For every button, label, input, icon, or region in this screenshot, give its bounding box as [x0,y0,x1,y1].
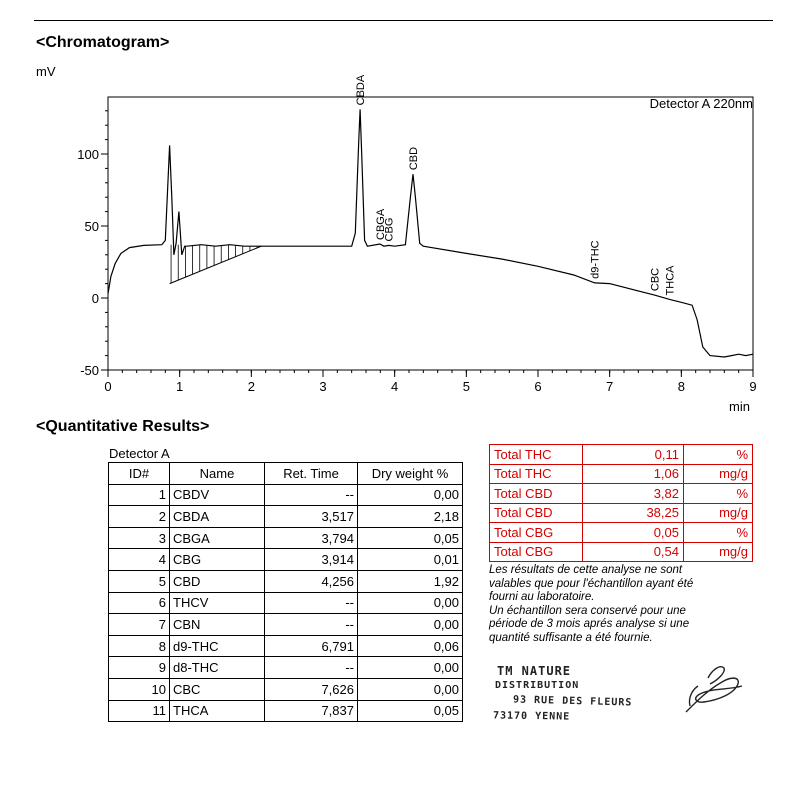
row-name: CBD [170,570,265,592]
row-dry-weight: 0,05 [358,527,463,549]
row-ret-time: -- [265,657,358,679]
row-ret-time: 7,626 [265,678,358,700]
row-name: CBGA [170,527,265,549]
signature-stroke [686,667,742,712]
row-id: 3 [109,527,170,549]
results-header-row [109,463,463,485]
total-value: 38,25 [583,503,684,523]
y-axis-label: mV [36,64,56,79]
chromatogram-trace [108,109,753,357]
peak-label: THCA [664,265,677,296]
total-value: 3,82 [583,484,684,504]
row-id: 8 [109,635,170,657]
results-table [108,462,463,722]
note-line: fourni au laboratoire. [489,591,595,603]
row-dry-weight: 2,18 [358,506,463,528]
row-dry-weight: 0,00 [358,592,463,614]
signature [678,660,748,720]
peak-label: CBG [383,217,396,242]
row-name: CBDV [170,484,265,506]
total-value: 0,11 [583,445,684,465]
results-body [109,484,463,722]
row-dry-weight: 0,05 [358,700,463,722]
row-name: CBN [170,614,265,636]
table-row [109,700,463,722]
total-unit: mg/g [684,464,753,484]
table-row [109,657,463,679]
stamp-line-1: TM NATURE [497,664,572,678]
table-row [109,635,463,657]
x-tick-label: 1 [176,379,184,394]
y-tick-label: -50 [80,363,99,378]
x-tick-label: 5 [462,379,470,394]
chart-axes [77,97,756,394]
note-line: Les résultats de cette analyse ne sont [489,564,683,576]
x-tick-label: 3 [319,379,327,394]
peak-label: CBC [649,267,662,292]
plot-frame [108,97,753,370]
x-tick-label: 2 [247,379,255,394]
row-ret-time: -- [265,484,358,506]
row-name: THCV [170,592,265,614]
header-id: ID# [109,463,170,485]
total-value: 1,06 [583,464,684,484]
row-dry-weight: 1,92 [358,570,463,592]
peak-label: CBDA [355,74,368,106]
total-unit: % [684,484,753,504]
chromatogram-heading: <Chromatogram> [36,34,170,51]
total-unit: % [684,523,753,543]
peak-label: CBD [408,146,421,171]
table-row [109,484,463,506]
row-dry-weight: 0,00 [358,678,463,700]
total-label: Total CBG [490,542,583,562]
row-ret-time: -- [265,592,358,614]
table-row [109,592,463,614]
total-label: Total CBD [490,503,583,523]
totals-table [489,444,753,562]
note-line: Un échantillon sera conservé pour une [489,604,686,617]
total-label: Total THC [490,464,583,484]
row-name: CBC [170,678,265,700]
x-tick-label: 7 [606,379,614,394]
total-value: 0,05 [583,523,684,543]
row-dry-weight: 0,00 [358,657,463,679]
total-label: Total CBD [490,484,583,504]
row-ret-time: 3,794 [265,527,358,549]
row-ret-time: 6,791 [265,635,358,657]
row-id: 4 [109,549,170,571]
row-ret-time: 3,914 [265,549,358,571]
x-axis-label: min [729,399,750,414]
row-id: 1 [109,484,170,506]
totals-body [490,445,753,562]
row-ret-time: 7,837 [265,700,358,722]
row-dry-weight: 0,00 [358,614,463,636]
total-unit: % [684,445,753,465]
row-id: 6 [109,592,170,614]
note-line: quantité suffisante a été fournie. [489,631,653,644]
note-line: période de 3 mois aprés analyse si une [489,618,690,630]
row-ret-time: -- [265,614,358,636]
row-name: d8-THC [170,657,265,679]
row-ret-time: 4,256 [265,570,358,592]
y-tick-label: 50 [84,219,99,234]
row-id: 7 [109,614,170,636]
totals-row [490,484,753,504]
total-label: Total CBG [490,523,583,543]
row-id: 11 [109,700,170,722]
row-dry-weight: 0,01 [358,549,463,571]
totals-row [490,445,753,465]
row-dry-weight: 0,00 [358,484,463,506]
row-name: THCA [170,700,265,722]
row-name: CBDA [170,506,265,528]
header-dry-weight: Dry weight % [358,463,463,485]
stamp-line-4: 73170 YENNE [492,710,571,723]
table-row [109,549,463,571]
row-name: d9-THC [170,635,265,657]
peak-label: d9-THC [589,240,602,279]
quantitative-heading: <Quantitative Results> [36,418,210,435]
row-ret-time: 3,517 [265,506,358,528]
table-row [109,506,463,528]
y-tick-label: 0 [91,291,99,306]
row-id: 10 [109,678,170,700]
header-name: Name [170,463,265,485]
y-tick-label: 100 [77,147,99,162]
total-label: Total THC [490,445,583,465]
totals-row [490,503,753,523]
table-row [109,678,463,700]
totals-row [490,542,753,562]
table-row [109,570,463,592]
row-id: 9 [109,657,170,679]
table-row [109,614,463,636]
detector-caption: Detector A [109,446,170,461]
total-unit: mg/g [684,542,753,562]
peak-label: CBGA [374,208,387,240]
table-row [109,527,463,549]
x-tick-label: 4 [391,379,399,394]
stamp-line-2: DISTRIBUTION [495,680,580,691]
row-dry-weight: 0,06 [358,635,463,657]
x-tick-label: 6 [534,379,542,394]
totals-row [490,523,753,543]
note-line: valables que pour l'échantillon ayant été [489,577,694,590]
x-tick-label: 9 [749,379,757,394]
x-tick-label: 0 [104,379,112,394]
row-id: 2 [109,506,170,528]
totals-row [490,464,753,484]
detector-label: Detector A 220nm [649,96,753,111]
x-tick-label: 8 [677,379,685,394]
row-name: CBG [170,549,265,571]
disclaimer-note [489,564,739,645]
stamp-line-3: 93 RUE DES FLEURS [512,694,633,709]
total-value: 0,54 [583,542,684,562]
header-ret-time: Ret. Time [265,463,358,485]
row-id: 5 [109,570,170,592]
total-unit: mg/g [684,503,753,523]
